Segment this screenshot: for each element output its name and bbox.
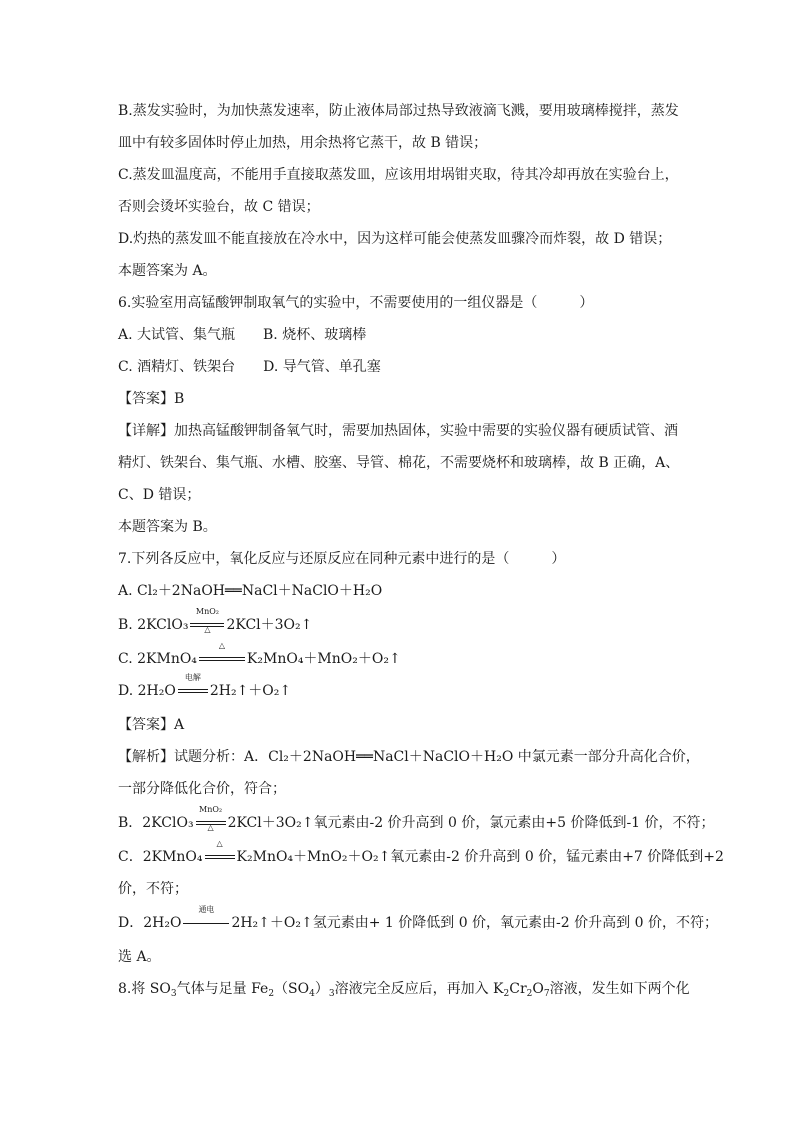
option-c-explanation-line-2: 否则会烫坏实验台，故 C 错误； xyxy=(118,199,320,215)
question-6-detail-line-3: C、D 错误； xyxy=(118,487,201,503)
question-7-answer: 【答案】A xyxy=(118,717,185,733)
analysis-c-reactant: C．2KMnO₄ xyxy=(118,849,203,865)
q8-text-part: 8.将 SO xyxy=(118,981,171,997)
heat-symbol: △ xyxy=(207,823,214,832)
option-c-reactant: C. 2KMnO₄ xyxy=(118,651,197,667)
question-7-option-d xyxy=(118,673,292,700)
q8-text-part: 溶液，发生如下两个化 xyxy=(549,981,690,997)
q8-text-part: （SO xyxy=(274,981,310,997)
reaction-condition-arrow xyxy=(183,905,229,932)
question-6-stem: 6.实验室用高锰酸钾制取氧气的实验中，不需要使用的一组仪器是（ ） xyxy=(118,295,594,311)
option-b-products: 2KCl＋3O₂↑ xyxy=(226,617,313,633)
question-7-analysis-c-line-2: 价，不符； xyxy=(118,881,188,897)
catalyst-label: MnO₂ xyxy=(195,607,220,616)
question-6-conclusion: 本题答案为 B。 xyxy=(118,519,217,535)
q5-conclusion: 本题答案为 A。 xyxy=(118,263,217,279)
analysis-d-text: 2H₂↑＋O₂↑氢元素由+ 1 价降低到 0 价，氧元素由-2 价升高到 0 价，不符； xyxy=(231,915,718,931)
reaction-condition-arrow xyxy=(199,641,245,668)
option-b-explanation-line-2: 皿中有较多固体时停止加热，用余热将它蒸干，故 B 错误； xyxy=(118,135,488,151)
question-6-options-ab: A. 大试管、集气瓶 B. 烧杯、玻璃棒 xyxy=(118,327,367,343)
electrolysis-label: 电解 xyxy=(184,673,201,682)
question-8-stem: 8.将 $SO_3$气体与足量 $Fe_2(SO_4)_3$溶液完全反应后，再加入 $K_2Cr_2O_7$溶液，发生如下两个化 xyxy=(118,981,690,999)
reaction-condition-arrow xyxy=(205,839,235,866)
option-d-explanation-line: D.灼热的蒸发皿不能直接放在冷水中，因为这样可能会使蒸发皿骤冷而炸裂，故 D 错误； xyxy=(118,231,672,247)
question-7-analysis-b xyxy=(118,805,715,832)
question-7-conclusion: 选 A。 xyxy=(118,949,161,965)
question-7-analysis-a-line-2: 一部分降低化合价，符合； xyxy=(118,781,286,797)
q8-text-part: 溶液完全反应后，再加入 K xyxy=(334,981,504,997)
question-6-options-cd: C. 酒精灯、铁架台 D. 导气管、单孔塞 xyxy=(118,359,381,375)
heat-symbol: △ xyxy=(216,839,223,848)
question-7-option-c xyxy=(118,641,401,668)
reaction-condition-arrow xyxy=(196,805,226,832)
option-d-reactant: D. 2H₂O xyxy=(118,683,176,699)
catalyst-label: MnO₂ xyxy=(199,805,223,814)
question-7-analysis-d xyxy=(118,905,718,932)
analysis-d-reactant: D．2H₂O xyxy=(118,915,182,931)
question-7-analysis-c xyxy=(118,839,724,866)
electrolysis-label: 通电 xyxy=(198,905,215,914)
option-c-explanation-line-1: C.蒸发皿温度高，不能用手直接取蒸发皿，应该用坩埚钳夹取，待其冷却再放在实验台上， xyxy=(118,167,679,183)
option-b-reactant: B. 2KClO₃ xyxy=(118,617,189,633)
heat-symbol: △ xyxy=(204,625,211,634)
question-7-option-b xyxy=(118,607,313,634)
question-7-analysis-a-line-1: 【解析】试题分析：A．Cl₂＋2NaOH══NaCl＋NaClO＋H₂O 中氯元素一部分升高化合价， xyxy=(118,749,700,765)
option-d-products: 2H₂↑＋O₂↑ xyxy=(209,683,292,699)
q8-text-part: ） xyxy=(314,981,329,997)
reaction-condition-arrow xyxy=(190,607,224,634)
question-7-option-a: A. Cl₂＋2NaOH══NaCl＋NaClO＋H₂O xyxy=(118,583,383,599)
question-7-stem: 7.下列各反应中，氧化反应与还原反应在同种元素中进行的是（ ） xyxy=(118,551,566,567)
analysis-b-reactant: B．2KClO₃ xyxy=(118,815,194,831)
reaction-condition-arrow xyxy=(178,673,208,700)
analysis-c-text: K₂MnO₄＋MnO₂＋O₂↑氧元素由-2 价升高到 0 价，锰元素由+7 价降低到+2 xyxy=(236,849,724,865)
q8-text-part: 气体与足量 Fe xyxy=(176,981,269,997)
analysis-b-text: 2KCl＋3O₂↑氧元素由-2 价升高到 0 价，氯元素由+5 价降低到-1 价，不符； xyxy=(227,815,715,831)
heat-symbol: △ xyxy=(218,641,225,650)
option-b-explanation-line-1: B.蒸发实验时，为加快蒸发速率，防止液体局部过热导致液滴飞溅，要用玻璃棒搅拌，蒸发 xyxy=(118,103,679,119)
option-c-products: K₂MnO₄＋MnO₂＋O₂↑ xyxy=(246,651,401,667)
question-6-detail-line-2: 精灯、铁架台、集气瓶、水槽、胶塞、导管、棉花，不需要烧杯和玻璃棒，故 B 正确，A、 xyxy=(118,455,680,471)
question-6-detail-line-1: 【详解】加热高锰酸钾制备氧气时，需要加热固体，实验中需要的实验仪器有硬质试管、酒 xyxy=(118,423,678,439)
question-6-answer: 【答案】B xyxy=(118,391,185,407)
